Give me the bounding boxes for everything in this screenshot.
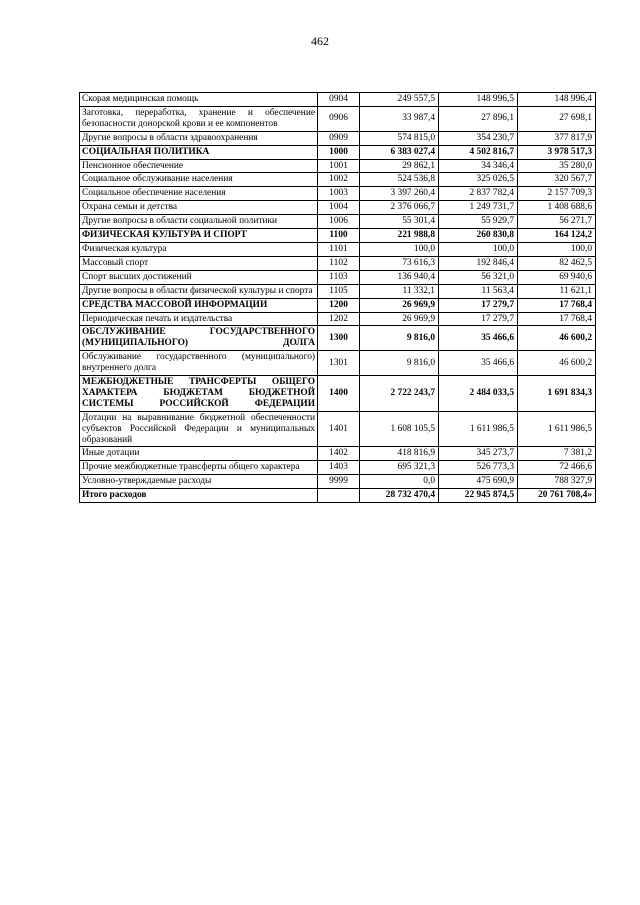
row-value-3-cell: 1 611 986,5	[518, 411, 596, 447]
row-value-3-cell: 72 466,6	[518, 461, 596, 475]
row-code-cell: 0909	[318, 131, 360, 145]
row-value-3-cell: 2 157 709,3	[518, 187, 596, 201]
table-row	[80, 461, 596, 475]
row-value-3-cell: 17 768,4	[518, 312, 596, 326]
row-value-3-cell: 46 600,2	[518, 326, 596, 351]
row-name-cell: ОБСЛУЖИВАНИЕ ГОСУДАРСТВЕННОГО (МУНИЦИПАЛЬНОГО) ДОЛГА	[80, 326, 318, 351]
table-row	[80, 229, 596, 243]
row-value-1-cell: 73 616,3	[360, 256, 439, 270]
row-value-2-cell: 22 945 874,5	[439, 489, 518, 503]
row-code-cell: 1402	[318, 447, 360, 461]
row-value-1-cell: 1 608 105,5	[360, 411, 439, 447]
row-value-3-cell: 320 567,7	[518, 173, 596, 187]
row-value-2-cell: 1 611 986,5	[439, 411, 518, 447]
row-value-1-cell: 695 321,3	[360, 461, 439, 475]
row-value-2-cell: 17 279,7	[439, 298, 518, 312]
row-value-1-cell: 33 987,4	[360, 106, 439, 131]
row-name-cell: Другие вопросы в области физической культуры и спорта	[80, 284, 318, 298]
row-code-cell: 1103	[318, 270, 360, 284]
row-value-2-cell: 2 837 782,4	[439, 187, 518, 201]
row-value-3-cell: 1 691 834,3	[518, 376, 596, 412]
table-row	[80, 475, 596, 489]
row-name-cell: СРЕДСТВА МАССОВОЙ ИНФОРМАЦИИ	[80, 298, 318, 312]
page-number: 462	[311, 34, 329, 48]
row-value-3-cell: 3 978 517,3	[518, 145, 596, 159]
row-value-2-cell: 325 026,5	[439, 173, 518, 187]
row-code-cell: 1300	[318, 326, 360, 351]
table-row	[80, 93, 596, 107]
row-value-1-cell: 100,0	[360, 242, 439, 256]
table-row	[80, 489, 596, 503]
row-value-2-cell: 526 773,3	[439, 461, 518, 475]
table-row	[80, 256, 596, 270]
row-name-cell: Другие вопросы в области здравоохранения	[80, 131, 318, 145]
row-value-1-cell: 29 862,1	[360, 159, 439, 173]
row-name-cell: СОЦИАЛЬНАЯ ПОЛИТИКА	[80, 145, 318, 159]
row-value-3-cell: 7 381,2	[518, 447, 596, 461]
row-value-3-cell: 56 271,7	[518, 215, 596, 229]
table-row	[80, 106, 596, 131]
row-value-2-cell: 4 502 816,7	[439, 145, 518, 159]
row-code-cell: 1403	[318, 461, 360, 475]
row-name-cell: Пенсионное обеспечение	[80, 159, 318, 173]
row-value-2-cell: 55 929,7	[439, 215, 518, 229]
row-code-cell: 1401	[318, 411, 360, 447]
table-row	[80, 326, 596, 351]
row-code-cell: 1202	[318, 312, 360, 326]
row-value-1-cell: 11 332,1	[360, 284, 439, 298]
row-name-cell: Обслуживание государственного (муниципального) внутреннего долга	[80, 351, 318, 376]
row-value-1-cell: 6 383 027,4	[360, 145, 439, 159]
row-value-3-cell: 100,0	[518, 242, 596, 256]
row-code-cell: 1400	[318, 376, 360, 412]
row-value-1-cell: 418 816,9	[360, 447, 439, 461]
row-name-cell: Охрана семьи и детства	[80, 201, 318, 215]
table-body	[80, 93, 596, 503]
row-value-1-cell: 249 557,5	[360, 93, 439, 107]
row-name-cell: Прочие межбюджетные трансферты общего характера	[80, 461, 318, 475]
table-row	[80, 351, 596, 376]
row-name-cell: Дотации на выравнивание бюджетной обеспеченности субъектов Российской Федерации и муниципальных образований	[80, 411, 318, 447]
row-code-cell: 1100	[318, 229, 360, 243]
table-row	[80, 201, 596, 215]
row-name-cell: Скорая медицинская помощь	[80, 93, 318, 107]
table-row	[80, 284, 596, 298]
row-value-3-cell: 69 940,6	[518, 270, 596, 284]
row-value-3-cell: 377 817,9	[518, 131, 596, 145]
row-code-cell: 1001	[318, 159, 360, 173]
row-name-cell: ФИЗИЧЕСКАЯ КУЛЬТУРА И СПОРТ	[80, 229, 318, 243]
row-value-2-cell: 260 830,8	[439, 229, 518, 243]
row-value-1-cell: 2 722 243,7	[360, 376, 439, 412]
row-value-3-cell: 20 761 708,4»	[518, 489, 596, 503]
row-value-2-cell: 100,0	[439, 242, 518, 256]
row-value-1-cell: 26 969,9	[360, 298, 439, 312]
row-name-cell: Иные дотации	[80, 447, 318, 461]
row-name-cell: Другие вопросы в области социальной политики	[80, 215, 318, 229]
row-value-1-cell: 9 816,0	[360, 326, 439, 351]
row-name-cell: МЕЖБЮДЖЕТНЫЕ ТРАНСФЕРТЫ ОБЩЕГО ХАРАКТЕРА БЮДЖЕТАМ БЮДЖЕТНОЙ СИСТЕМЫ РОССИЙСКОЙ ФЕДЕРАЦИИ	[80, 376, 318, 412]
table-row	[80, 159, 596, 173]
row-value-3-cell: 1 408 688,6	[518, 201, 596, 215]
table-row	[80, 242, 596, 256]
table-row	[80, 312, 596, 326]
row-code-cell: 1004	[318, 201, 360, 215]
row-value-2-cell: 475 690,9	[439, 475, 518, 489]
row-value-3-cell: 11 621,1	[518, 284, 596, 298]
row-value-2-cell: 27 896,1	[439, 106, 518, 131]
row-value-1-cell: 3 397 260,4	[360, 187, 439, 201]
row-name-cell: Периодическая печать и издательства	[80, 312, 318, 326]
row-name-cell: Социальное обслуживание населения	[80, 173, 318, 187]
row-code-cell: 1301	[318, 351, 360, 376]
table-row	[80, 411, 596, 447]
row-name-cell: Спорт высших достижений	[80, 270, 318, 284]
row-value-2-cell: 35 466,6	[439, 326, 518, 351]
row-value-1-cell: 55 301,4	[360, 215, 439, 229]
row-value-2-cell: 34 346,4	[439, 159, 518, 173]
row-value-1-cell: 524 536,8	[360, 173, 439, 187]
row-code-cell: 0904	[318, 93, 360, 107]
row-value-3-cell: 148 996,4	[518, 93, 596, 107]
row-value-3-cell: 35 280,0	[518, 159, 596, 173]
row-value-2-cell: 148 996,5	[439, 93, 518, 107]
row-code-cell: 1101	[318, 242, 360, 256]
budget-table	[79, 92, 596, 503]
row-name-cell: Социальное обеспечение населения	[80, 187, 318, 201]
row-code-cell: 1006	[318, 215, 360, 229]
row-code-cell: 0906	[318, 106, 360, 131]
row-value-1-cell: 2 376 066,7	[360, 201, 439, 215]
table-row	[80, 173, 596, 187]
row-value-1-cell: 574 815,0	[360, 131, 439, 145]
row-value-2-cell: 345 273,7	[439, 447, 518, 461]
table-row	[80, 447, 596, 461]
row-name-cell: Условно-утверждаемые расходы	[80, 475, 318, 489]
row-code-cell	[318, 489, 360, 503]
row-value-2-cell: 192 846,4	[439, 256, 518, 270]
table-row	[80, 145, 596, 159]
row-value-3-cell: 46 600,2	[518, 351, 596, 376]
row-value-3-cell: 17 768,4	[518, 298, 596, 312]
row-name-cell: Итого расходов	[80, 489, 318, 503]
row-value-1-cell: 28 732 470,4	[360, 489, 439, 503]
row-code-cell: 9999	[318, 475, 360, 489]
row-value-2-cell: 35 466,6	[439, 351, 518, 376]
row-code-cell: 1102	[318, 256, 360, 270]
row-value-2-cell: 354 230,7	[439, 131, 518, 145]
table-row	[80, 270, 596, 284]
row-name-cell: Физическая культура	[80, 242, 318, 256]
row-value-2-cell: 2 484 033,5	[439, 376, 518, 412]
row-value-1-cell: 0,0	[360, 475, 439, 489]
row-value-3-cell: 27 698,1	[518, 106, 596, 131]
row-value-2-cell: 11 563,4	[439, 284, 518, 298]
row-value-3-cell: 82 462,5	[518, 256, 596, 270]
table-row	[80, 298, 596, 312]
row-code-cell: 1200	[318, 298, 360, 312]
row-value-1-cell: 221 988,8	[360, 229, 439, 243]
row-value-1-cell: 136 940,4	[360, 270, 439, 284]
row-value-2-cell: 56 321,0	[439, 270, 518, 284]
row-code-cell: 1000	[318, 145, 360, 159]
row-name-cell: Заготовка, переработка, хранение и обеспечение безопасности донорской крови и ее компонентов	[80, 106, 318, 131]
row-code-cell: 1002	[318, 173, 360, 187]
table-row	[80, 187, 596, 201]
row-code-cell: 1003	[318, 187, 360, 201]
row-value-3-cell: 164 124,2	[518, 229, 596, 243]
table-row	[80, 215, 596, 229]
row-value-1-cell: 9 816,0	[360, 351, 439, 376]
row-code-cell: 1105	[318, 284, 360, 298]
row-name-cell: Массовый спорт	[80, 256, 318, 270]
row-value-1-cell: 26 969,9	[360, 312, 439, 326]
table-row	[80, 376, 596, 412]
row-value-2-cell: 1 249 731,7	[439, 201, 518, 215]
row-value-3-cell: 788 327,9	[518, 475, 596, 489]
table-row	[80, 131, 596, 145]
row-value-2-cell: 17 279,7	[439, 312, 518, 326]
